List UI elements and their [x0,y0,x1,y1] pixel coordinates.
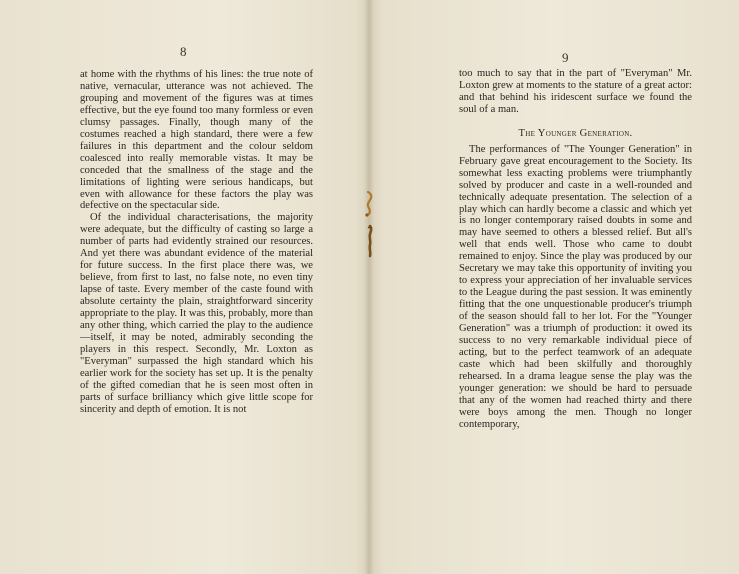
right-page [370,0,739,574]
left-paragraph-2: Of the individual characterisations, the majority were adequate, but the difficulty of casting so large a number of parts had evidently strained our resources. And yet there was abundant evidence of the material for future success. In the first place there was, we believe, from first to last, no false note, no even tiny lapse of taste. Every member of the caste found with absolute certainty the plain, straightforward sincerity appropriate to the play. It was this, probably, more than any other thing, which carried the play to the audience—itself, it may be noted, admirably seconding the players in this respect. Secondly, Mr. Loxton as "Everyman" surpassed the high standard which his earlier work for the society has set up. It is the penalty of the gifted comedian that he is seen most often in parts of surface brilliancy which give little scope for sincerity and depth of emotion. It is not [80,212,313,415]
left-page-text [80,69,313,416]
left-paragraph-1: at home with the rhythms of his lines: the true note of native, vernacular, utterance was not achieved. The grouping and movement of the figures was at times effective, but the eye found too many formless or even clumsy passages. Finally, though many of the costumes reached a high standard, there were a few failures in this department and the colour seldom coalesced into really memorable vistas. It may be conceded that the smallness of the stage and the limitations of lighting were serious handicaps, but even with allowance for these factors the play was defective on the spectacular side. [80,69,313,212]
page-number-right: 9 [562,50,569,65]
right-paragraph-1: too much to say that in the part of "Everyman" Mr. Loxton grew at moments to the stature of a great actor: and that behind his iridescent surface we found the soul of a man. [459,68,692,115]
section-heading: The Younger Generation. [518,127,633,139]
page-number-left: 8 [180,44,187,59]
left-page [0,0,369,574]
right-page-text [459,68,692,431]
right-paragraph-2: The performances of "The Younger Generation" in February gave great encouragement to the Society. Its somewhat less exacting problems were triumphantly solved by producer and caste in a well-rounded and technically adequate presentation. The selection of a play which can hardly become a classic and which yet is no longer contemporary raised doubts in some and may have seemed to others a blessed relief. But all's well that ends well. Those who came to doubt remained to enjoy. Since the play was produced by our Secretary we may take this opportunity of inviting you to express your appreciation of her invaluable services to the League during the past session. It was eminently fitting that the one unquestionable producer's triumph of the season should fall to her lot. For the "Younger Generation" was a triumph of production: it owed its success to no very remarkable individual piece of acting, but to the perfect teamwork of an adequate caste which had been skilfully and thoroughly rehearsed. In a drama league sense the play was the younger generation: we should be hard to persuade that any of the women had reached thirty and there were boys among the men. Though no longer contemporary, [459,143,692,430]
